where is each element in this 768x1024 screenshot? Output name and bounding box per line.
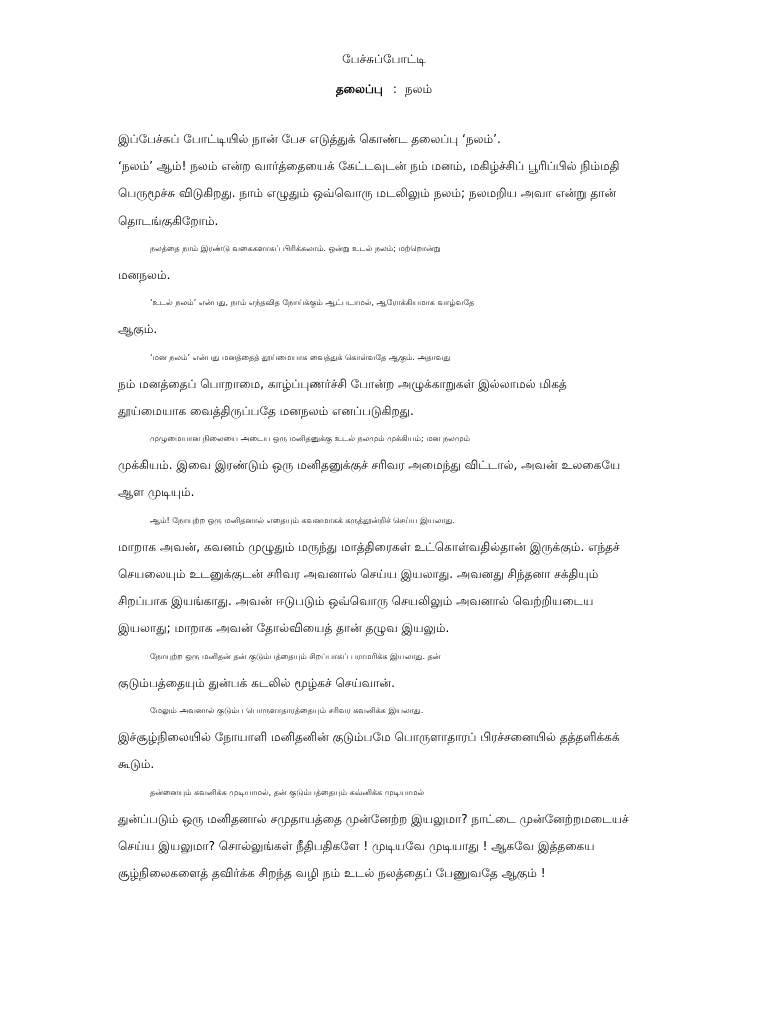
text-line: மாறாக அவன், கவனம் முழுதும் மருந்து மாத்திரைகள் உட்கொள்வதில்தான் இருக்கும். எந்தச் (118, 539, 620, 554)
text-line: ஆள முடியும். (118, 485, 195, 500)
text-line: குடும்பத்தையும் துன்பக் கடலில் மூழ்கச் செய்வான். (118, 675, 395, 690)
document-title: பேச்சுப்போட்டி (342, 52, 426, 66)
text-line: ‘உடல் நலம்’ என்பது, நாம் எந்தவித நோய்க்கும் ஆட்படாமல், ஆரோக்கியமாக வாழ்வதே (150, 298, 475, 308)
topic-value: நலம் (404, 82, 433, 96)
text-line: கூடும். (118, 757, 155, 772)
text-line: செய்ய இயலுமா? சொல்லுங்கள் நீதிபதிகளே ! முடியவே முடியாது ! ஆகவே இத்தகைய (118, 838, 595, 853)
text-line: ஆகும். (118, 322, 158, 337)
topic-heading (0, 80, 768, 98)
text-line: ஆம்! நோயுற்ற ஒரு மனிதனால் எதையும் கவனமாகக் கருத்தூன்றிச் செய்ய இயலாது. (150, 515, 456, 525)
speech-body (118, 126, 678, 887)
text-line: மேலும் அவனால் குடும்ப பொருளாதாரத்தையும் சரிவர கவனிக்க இயலாது. (150, 705, 424, 715)
text-line: ‘நலம்’ ஆம்! நலம் என்ற வார்த்தையைக் கேட்டவுடன் நம் மனம், மகிழ்ச்சிப் பூரிப்பில் நிம்மதி (118, 159, 620, 174)
text-line: மனநலம். (118, 267, 171, 282)
topic-separator: : (392, 82, 397, 96)
topic-label: தலைப்பு (335, 82, 383, 96)
text-line: இயலாது; மாறாக அவன் தோல்வியைத் தான் தழுவ இயலும். (118, 621, 450, 636)
text-line: தூய்மையாக வைத்திருப்பதே மனநலம் எனப்படுகிறது. (118, 403, 414, 418)
text-line: பெருமூச்சு விடுகிறது. நாம் எழுதும் ஒவ்வொரு மடலிலும் நலம்; நலமறிய அவா என்று தான் (118, 186, 617, 201)
text-line: நம் மனத்தைப் பொறாமை, காழ்ப்புணர்ச்சி போன்ற அழுக்காறுகள் இல்லாமல் மிகத் (118, 376, 567, 391)
text-line: இப்பேச்சுப் போட்டியில் நான் பேச எடுத்துக் கொண்ட தலைப்பு ‘நலம்’. (118, 132, 501, 146)
text-line: செயலையும் உடனுக்குடன் சரிவர அவனால் செய்ய இயலாது. அவனது சிந்தனா சக்தியும் (118, 567, 599, 581)
text-line: தன்னையும் கவனிக்க முடியாமல், தன் குடும்பத்தையும் கவ்னிக்க முடியாமல் (150, 787, 425, 797)
text-line: முழுமையான நிலையை அடைய ஒரு மனிதனுக்கு உடல் நலமும் முக்கியம்; மன நலமும் (150, 434, 471, 444)
text-line: நோயுற்ற ஒரு மனிதன் தன் குடும்பத்தையும் சிறப்பாகப் பராமரிக்க இயலாது. தன் (150, 651, 441, 661)
text-line: நலத்தை நாம் இரண்டு வகைகளாகப் பிரிக்கலாம். ஒன்று உடல் நலம்; மற்றொன்று (150, 243, 441, 253)
text-line: இச்சூழ்நிலையில் நோயாளி மனிதனின் குடும்பமே பொருளாதாரப் பிரச்சனையில் தத்தளிக்கக் (118, 730, 620, 745)
text-line: ‘மன நலம்’ என்பது மனத்தைத் தூய்மையாக வைத்துக் கொள்வதே ஆகும். அதாவது (150, 352, 451, 362)
text-line: சிறப்பாக இயங்காது. அவன் ஈடுபடும் ஒவ்வொரு செயலிலும் அவனால் வெற்றியடைய (118, 594, 594, 609)
text-line: தொடங்குகிறோம். (118, 213, 219, 228)
text-line: முக்கியம். இவை இரண்டும் ஒரு மனிதனுக்குச் சரிவர அமைந்து விட்டால், அவன் உலகையே (118, 458, 621, 473)
text-line: துன்ப்படும் ஒரு மனிதனால் சமுதாயத்தை முன்னேற்ற இயலுமா? நாட்டை முன்னேற்றமடையச் (118, 811, 629, 826)
text-line: சூழ்நிலைகளைத் தவிர்க்க சிறந்த வழி நம் உடல் நலத்தைப் பேணுவதே ஆகும் ! (118, 866, 546, 881)
